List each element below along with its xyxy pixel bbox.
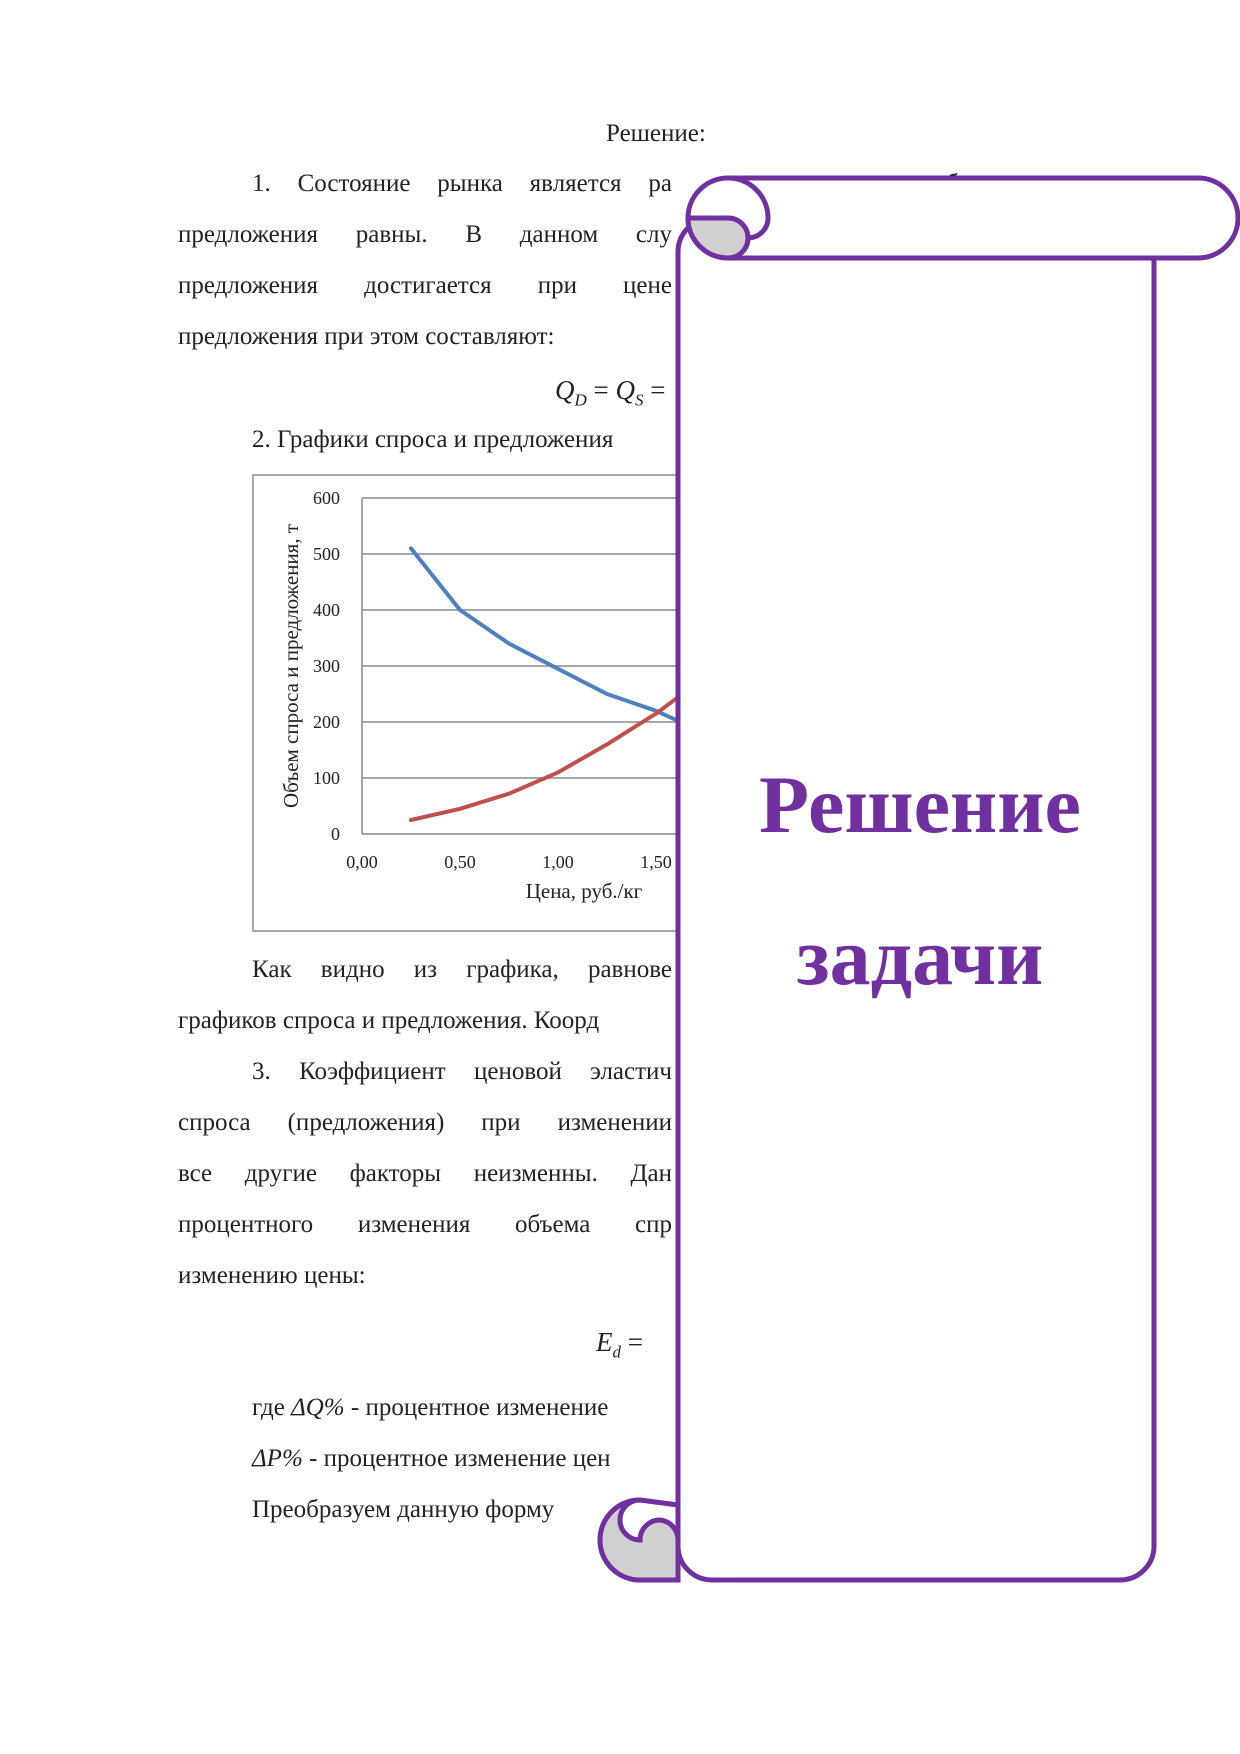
formula-equilibrium: $Q_D = Q_S$ = [555,375,666,410]
paragraph-5: Преобразуем данную форму [252,1496,555,1523]
x-tick-label: 0,50 [444,852,476,872]
solution-heading: Решение: [606,120,706,147]
x-tick-label: 1,50 [640,852,672,872]
paragraph-1-line-3: предложения достигается при цене [178,272,672,299]
paragraph-3-line-1: Как видно из графика, равнове [252,956,672,983]
paragraph-4-line-2: спроса (предложения) при изменении [178,1109,672,1136]
paragraph-4-line-1: 3. Коэффициент ценовой эластич [252,1058,672,1085]
paragraph-4-line-5: изменению цены: [178,1262,366,1289]
paragraph-1-line-2: предложения равны. В данном слу [178,221,672,248]
paragraph-4-line-4: процентного изменения объема спр [178,1211,672,1238]
paragraph-1-line-1: 1. Состояние рынка является ра [252,170,672,197]
y-tick-label: 200 [313,712,340,732]
paragraph-2: 2. Графики спроса и предложения [252,426,614,453]
y-tick-label: 600 [313,488,340,508]
paragraph-4-line-3: все другие факторы неизменны. Дан [178,1160,672,1187]
y-tick-label: 300 [313,656,340,676]
x-tick-label: 1,00 [542,852,574,872]
banner-title-line-2: задачи [796,911,1044,1002]
y-tick-label: 400 [313,600,340,620]
x-tick-label: 0,00 [346,852,378,872]
paragraph-1-line-4: предложения при этом составляют: [178,323,555,350]
y-tick-label: 0 [331,824,340,844]
formula-elasticity: $E_d$ = [596,1327,643,1362]
where-line-2: ΔP% - процентное изменение цен [252,1445,611,1472]
banner-title-line-1: Решение [759,759,1081,850]
y-tick-label: 100 [313,768,340,788]
y-axis-label: Объем спроса и предложения, т [279,523,303,809]
scroll-body [678,218,1154,1580]
y-tick-label: 500 [313,544,340,564]
x-axis-label: Цена, руб./кг [525,879,643,903]
paragraph-3-line-2: графиков спроса и предложения. Коорд [178,1007,600,1034]
where-line-1: где ΔQ% - процентное изменение [252,1394,609,1421]
